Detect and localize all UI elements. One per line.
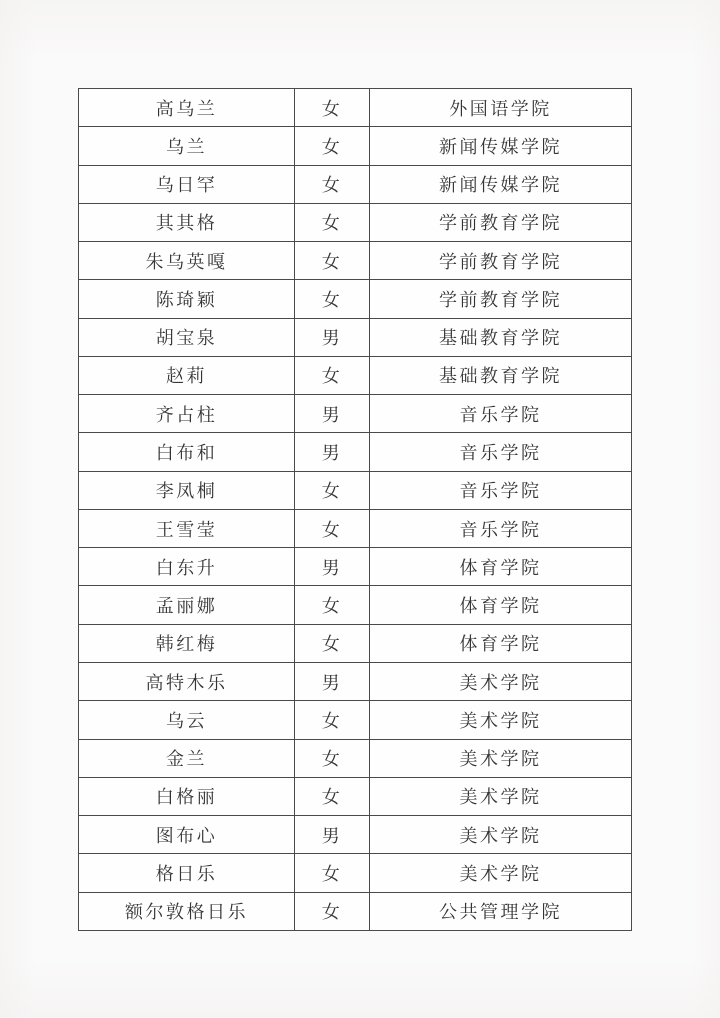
cell-name: 白东升 (79, 548, 295, 586)
cell-name: 胡宝泉 (79, 318, 295, 356)
cell-gender: 女 (295, 739, 370, 777)
cell-college: 公共管理学院 (370, 892, 632, 930)
table-row (79, 854, 632, 892)
cell-gender: 女 (295, 165, 370, 203)
cell-name: 金兰 (79, 739, 295, 777)
cell-college: 音乐学院 (370, 471, 632, 509)
cell-college: 体育学院 (370, 624, 632, 662)
table-row (79, 242, 632, 280)
cell-gender: 女 (295, 356, 370, 394)
cell-college: 音乐学院 (370, 395, 632, 433)
cell-name: 乌兰 (79, 127, 295, 165)
cell-gender: 女 (295, 509, 370, 547)
table-row (79, 739, 632, 777)
table-row (79, 586, 632, 624)
cell-gender: 男 (295, 816, 370, 854)
cell-name: 赵莉 (79, 356, 295, 394)
cell-name: 乌云 (79, 701, 295, 739)
cell-name: 朱乌英嘎 (79, 242, 295, 280)
cell-gender: 女 (295, 127, 370, 165)
cell-college: 基础教育学院 (370, 318, 632, 356)
table-row (79, 471, 632, 509)
cell-college: 学前教育学院 (370, 242, 632, 280)
cell-name: 白布和 (79, 433, 295, 471)
cell-college: 美术学院 (370, 854, 632, 892)
cell-gender: 女 (295, 777, 370, 815)
table-row (79, 356, 632, 394)
cell-college: 新闻传媒学院 (370, 127, 632, 165)
cell-gender: 女 (295, 701, 370, 739)
cell-gender: 女 (295, 586, 370, 624)
cell-college: 学前教育学院 (370, 280, 632, 318)
table-row (79, 318, 632, 356)
cell-gender: 男 (295, 548, 370, 586)
cell-college: 美术学院 (370, 662, 632, 700)
table-row (79, 433, 632, 471)
cell-gender: 女 (295, 471, 370, 509)
cell-college: 音乐学院 (370, 509, 632, 547)
table-row (79, 624, 632, 662)
cell-gender: 男 (295, 433, 370, 471)
table-row (79, 280, 632, 318)
table-row (79, 89, 632, 127)
table-row (79, 662, 632, 700)
cell-name: 孟丽娜 (79, 586, 295, 624)
table-row (79, 395, 632, 433)
cell-college: 基础教育学院 (370, 356, 632, 394)
cell-name: 齐占柱 (79, 395, 295, 433)
table-row (79, 203, 632, 241)
cell-college: 美术学院 (370, 777, 632, 815)
cell-name: 格日乐 (79, 854, 295, 892)
cell-name: 王雪莹 (79, 509, 295, 547)
cell-name: 陈琦颖 (79, 280, 295, 318)
cell-college: 美术学院 (370, 816, 632, 854)
cell-college: 新闻传媒学院 (370, 165, 632, 203)
cell-name: 白格丽 (79, 777, 295, 815)
cell-college: 音乐学院 (370, 433, 632, 471)
table-row (79, 777, 632, 815)
table-row (79, 165, 632, 203)
cell-name: 其其格 (79, 203, 295, 241)
cell-name: 高乌兰 (79, 89, 295, 127)
cell-gender: 女 (295, 203, 370, 241)
cell-name: 乌日罕 (79, 165, 295, 203)
table-row (79, 816, 632, 854)
cell-college: 美术学院 (370, 701, 632, 739)
cell-gender: 男 (295, 662, 370, 700)
roster-table (78, 88, 632, 931)
cell-college: 体育学院 (370, 548, 632, 586)
cell-college: 学前教育学院 (370, 203, 632, 241)
cell-gender: 女 (295, 624, 370, 662)
cell-gender: 女 (295, 89, 370, 127)
cell-name: 高特木乐 (79, 662, 295, 700)
cell-gender: 女 (295, 242, 370, 280)
cell-gender: 男 (295, 395, 370, 433)
table-row (79, 548, 632, 586)
table-row (79, 892, 632, 930)
cell-college: 美术学院 (370, 739, 632, 777)
cell-name: 韩红梅 (79, 624, 295, 662)
cell-name: 额尔敦格日乐 (79, 892, 295, 930)
cell-gender: 女 (295, 892, 370, 930)
cell-college: 外国语学院 (370, 89, 632, 127)
cell-name: 图布心 (79, 816, 295, 854)
cell-college: 体育学院 (370, 586, 632, 624)
cell-gender: 女 (295, 280, 370, 318)
roster-body (79, 89, 632, 931)
cell-gender: 女 (295, 854, 370, 892)
table-row (79, 701, 632, 739)
cell-gender: 男 (295, 318, 370, 356)
table-row (79, 509, 632, 547)
table-row (79, 127, 632, 165)
cell-name: 李凤桐 (79, 471, 295, 509)
